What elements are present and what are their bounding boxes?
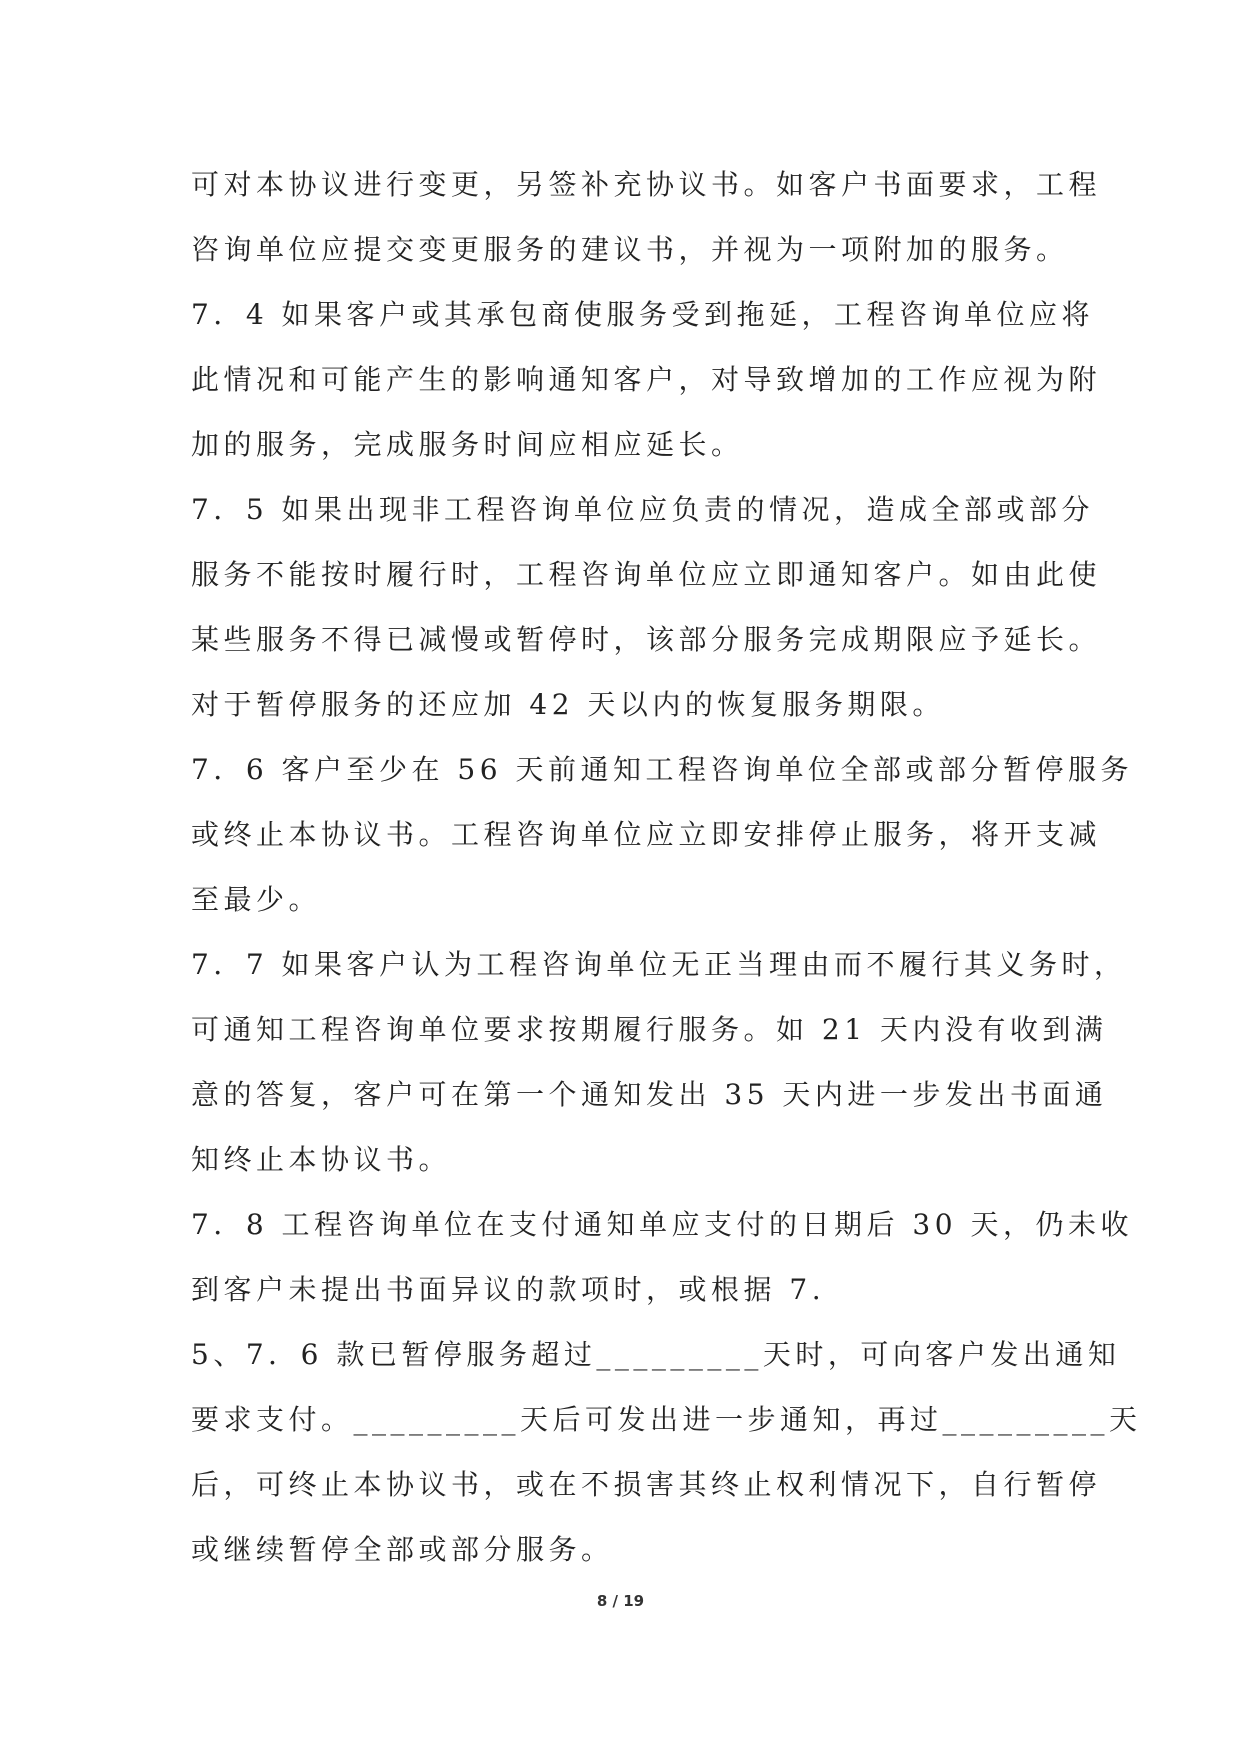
text-line: 7．8 工程咨询单位在支付通知单应支付的日期后 30 天，仍未收	[191, 1208, 1133, 1241]
text-line: 或终止本协议书。工程咨询单位应立即安排停止服务，将开支减	[191, 818, 1102, 851]
text-line: 7．6 客户至少在 56 天前通知工程咨询单位全部或部分暂停服务	[191, 753, 1133, 786]
text-line: 咨询单位应提交变更服务的建议书，并视为一项附加的服务。	[191, 233, 1069, 266]
body-text	[191, 152, 1142, 1582]
text-line: 后，可终止本协议书，或在不损害其终止权利情况下，自行暂停	[191, 1468, 1102, 1501]
text-line: 意的答复，客户可在第一个通知发出 35 天内进一步发出书面通	[191, 1078, 1108, 1111]
text-line: 知终止本协议书。	[191, 1143, 452, 1176]
text-line: 加的服务，完成服务时间应相应延长。	[191, 428, 744, 461]
text-line: 至最少。	[191, 883, 322, 916]
text-line: 7．4 如果客户或其承包商使服务受到拖延，工程咨询单位应将	[191, 298, 1095, 331]
text-line: 此情况和可能产生的影响通知客户，对导致增加的工作应视为附	[191, 363, 1102, 396]
text-line: 服务不能按时履行时，工程咨询单位应立即通知客户。如由此使	[191, 558, 1102, 591]
text-line: 可对本协议进行变更，另签补充协议书。如客户书面要求，工程	[191, 168, 1102, 201]
text-line: 对于暂停服务的还应加 42 天以内的恢复服务期限。	[191, 688, 945, 721]
page-number: 8 / 19	[596, 1592, 645, 1610]
text-line: 5、7．6 款已暂停服务超过_________天时，可向客户发出通知	[191, 1338, 1121, 1371]
text-line: 7．5 如果出现非工程咨询单位应负责的情况，造成全部或部分	[191, 493, 1095, 526]
text-line: 或继续暂停全部或部分服务。	[191, 1533, 614, 1566]
text-line: 要求支付。_________天后可发出进一步通知，再过_________天	[191, 1403, 1142, 1436]
text-line: 7．7 如果客户认为工程咨询单位无正当理由而不履行其义务时，	[191, 948, 1127, 981]
text-line: 某些服务不得已减慢或暂停时，该部分服务完成期限应予延长。	[191, 623, 1102, 656]
text-line: 可通知工程咨询单位要求按期履行服务。如 21 天内没有收到满	[191, 1013, 1108, 1046]
text-line: 到客户未提出书面异议的款项时，或根据 7.	[191, 1273, 826, 1306]
